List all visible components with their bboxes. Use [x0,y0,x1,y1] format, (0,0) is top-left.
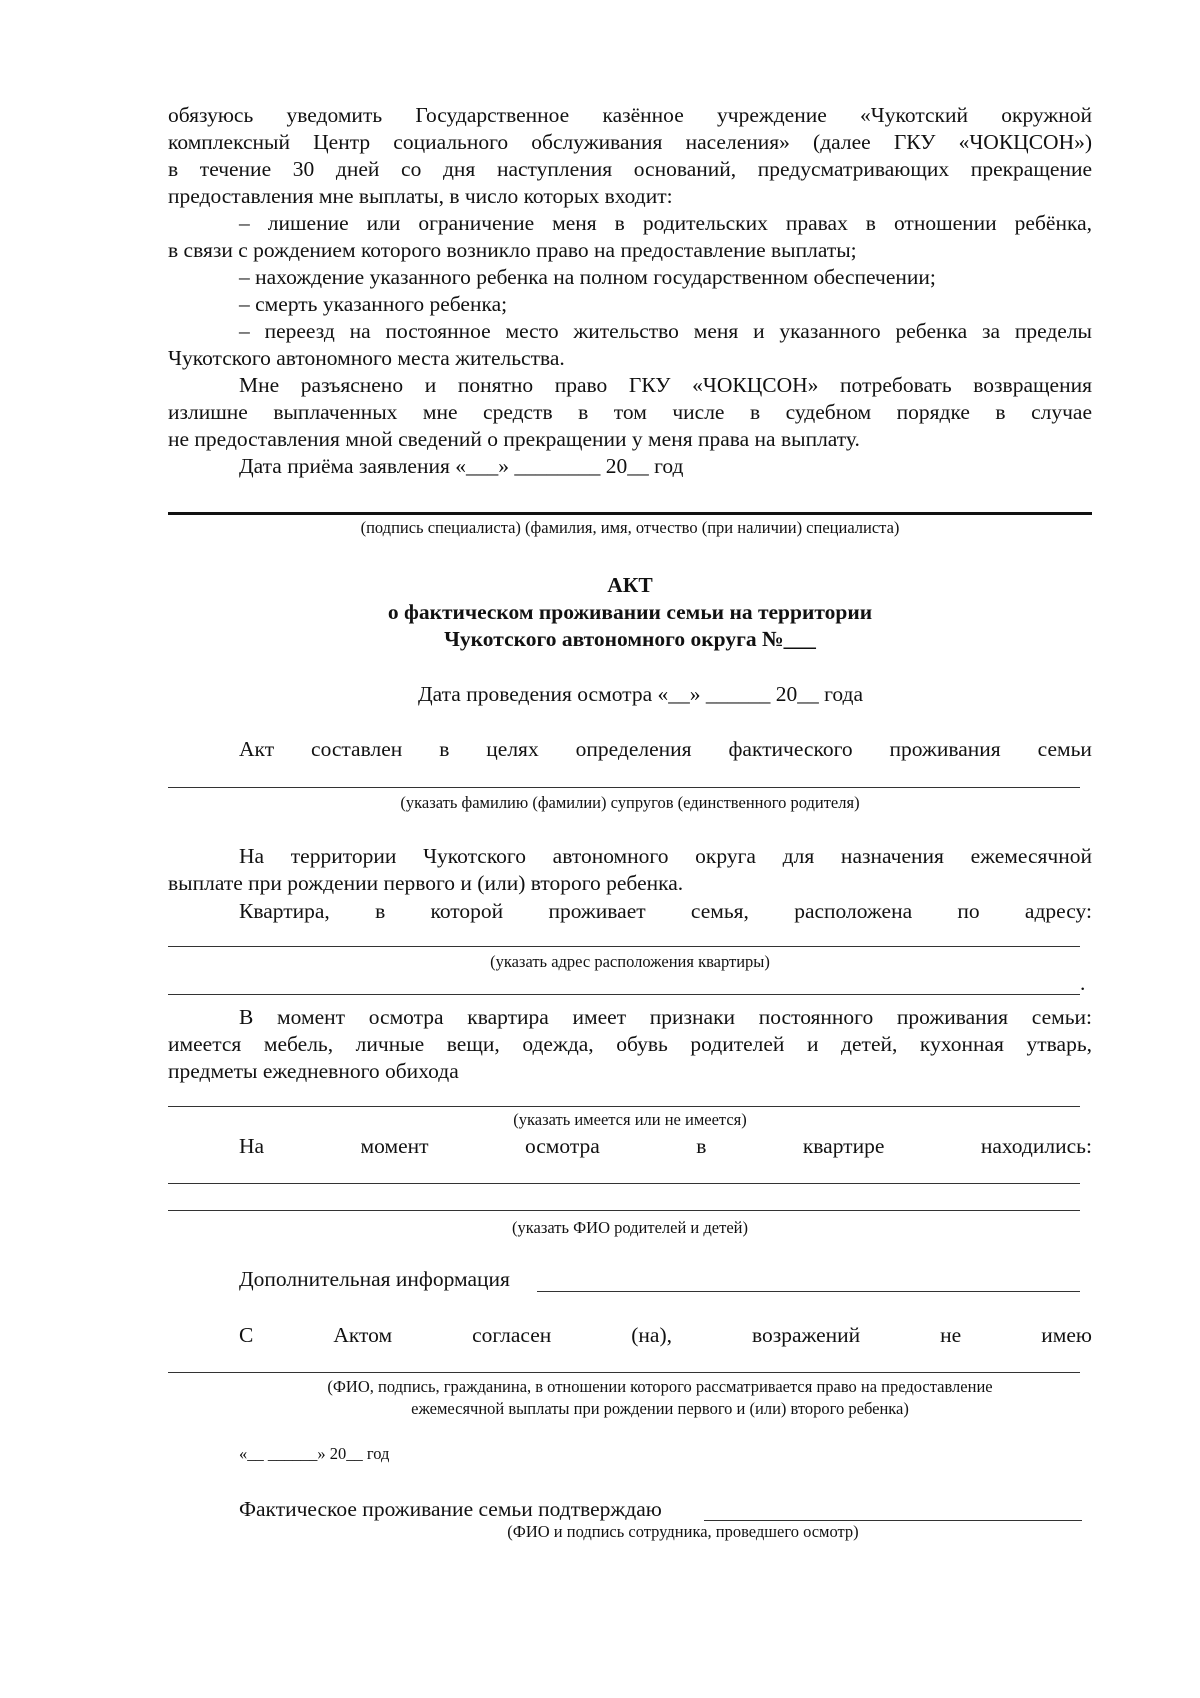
text-line: Мне разъяснено и понятно право ГКУ «ЧОКЦСОН» потребовать возвращения [239,373,1092,397]
list-item-continuation: Чукотского автономного места жительства. [168,346,565,370]
text-line: излишне выплаченных мне средств в том числе в судебном порядке в случае [168,400,1092,424]
word: имею [1041,1323,1092,1347]
text-line: обязуюсь уведомить Государственное казённое учреждение «Чукотский окружной [168,103,1092,127]
address-field-line [168,946,1080,947]
word: адресу: [1024,899,1092,923]
text-line: в течение 30 дней со дня наступления оснований, предусматривающих прекращение [168,157,1092,181]
text-line: не предоставления мной сведений о прекращении у меня права на выплату. [168,427,860,451]
signature-line [168,512,1092,515]
address-line [239,898,1092,925]
word: Акт [239,737,275,761]
act-title: АКТ [607,573,653,597]
address-caption: (указать адрес расположения квартиры) [490,952,770,971]
text-line: На территории Чукотского автономного округа для назначения ежемесячной [239,844,1092,868]
word: возражений [752,1323,861,1347]
word: квартире [802,1134,885,1158]
word: в [439,737,450,761]
word: семья, [690,899,749,923]
word: (на), [631,1323,672,1347]
signature-date: «__ ______» 20__ год [239,1444,390,1463]
termination-grounds-list [168,210,1092,372]
word: Квартира, [239,899,330,923]
spouses-caption: (указать фамилию (фамилии) супругов (единственного родителя) [400,793,860,812]
persons-field-line [168,1183,1080,1184]
act-subtitle-number: Чукотского автономного округа №___ [444,627,816,651]
word: находились: [980,1134,1092,1158]
text-line: комплексный Центр социального обслуживания населения» (далее ГКУ «ЧОКЦСОН») [168,130,1092,154]
list-item: – лишение или ограничение меня в родительских правах в отношении ребёнка, [239,211,1092,235]
word: расположена [794,899,913,923]
word: проживает [548,899,646,923]
employee-caption: (ФИО и подпись сотрудника, проведшего осмотр) [507,1522,859,1541]
word: в [375,899,386,923]
citizen-caption [228,1376,1092,1420]
application-date: Дата приёма заявления «___» ________ 20__ год [239,454,684,478]
word: не [940,1323,962,1347]
purpose-line [239,736,1092,763]
persons-field-line-2 [168,1210,1080,1211]
word: в [696,1134,707,1158]
citizen-signature-line [168,1372,1080,1373]
word: осмотра [524,1134,600,1158]
text-line: выплате при рождении первого и (или) второго ребенка. [168,871,684,895]
text-line: предоставления мне выплаты, в число которых входит: [168,184,673,208]
agreement-line [239,1322,1092,1349]
territory-paragraph [168,843,1092,897]
word: по [957,899,980,923]
present-line [239,1133,1092,1160]
additional-info-line [537,1291,1080,1292]
text-line: имеется мебель, личные вещи, одежда, обувь родителей и детей, кухонная утварь, [168,1032,1092,1056]
list-item: – переезд на постоянное место жительство меня и указанного ребенка за пределы [239,319,1092,343]
word: фактического [728,737,853,761]
address-end-mark: . [1080,971,1086,995]
word: согласен [472,1323,552,1347]
text-line: В момент осмотра квартира имеет признаки постоянного проживания семьи: [239,1005,1092,1029]
spouses-field-line [168,787,1080,788]
address-field-line-2 [168,994,1080,995]
word: составлен [311,737,403,761]
list-item: – нахождение указанного ребенка на полном государственном обеспечении; [239,265,936,289]
confirmation-label: Фактическое проживание семьи подтверждаю [239,1497,662,1521]
word: целях [486,737,539,761]
act-subtitle: о фактическом проживании семьи на территории [387,600,873,624]
word: Актом [333,1323,393,1347]
additional-info-label: Дополнительная информация [239,1267,510,1291]
caption-line: (ФИО, подпись, гражданина, в отношении которого рассматривается право на предоставление [327,1377,993,1396]
exists-field-line [168,1106,1080,1107]
obligation-paragraph [168,102,1092,210]
inspection-date: Дата проведения осмотра «__» ______ 20__ года [418,682,864,706]
word: проживания [889,737,1001,761]
word: На [239,1134,265,1158]
word: определения [575,737,692,761]
word: которой [430,899,504,923]
exists-caption: (указать имеется или не имеется) [513,1110,747,1129]
caption-line: ежемесячной выплаты при рождении первого и (или) второго ребенка) [411,1399,909,1418]
persons-caption: (указать ФИО родителей и детей) [512,1218,748,1237]
specialist-caption: (подпись специалиста) (фамилия, имя, отчество (при наличии) специалиста) [360,518,900,537]
list-item-continuation: в связи с рождением которого возникло право на предоставление выплаты; [168,238,857,262]
word: семьи [1037,737,1092,761]
word: С [239,1323,254,1347]
residence-signs-paragraph [168,1004,1092,1085]
word: момент [360,1134,429,1158]
text-line: предметы ежедневного обихода [168,1059,459,1083]
refund-notice [168,372,1092,453]
list-item: – смерть указанного ребенка; [239,292,508,316]
